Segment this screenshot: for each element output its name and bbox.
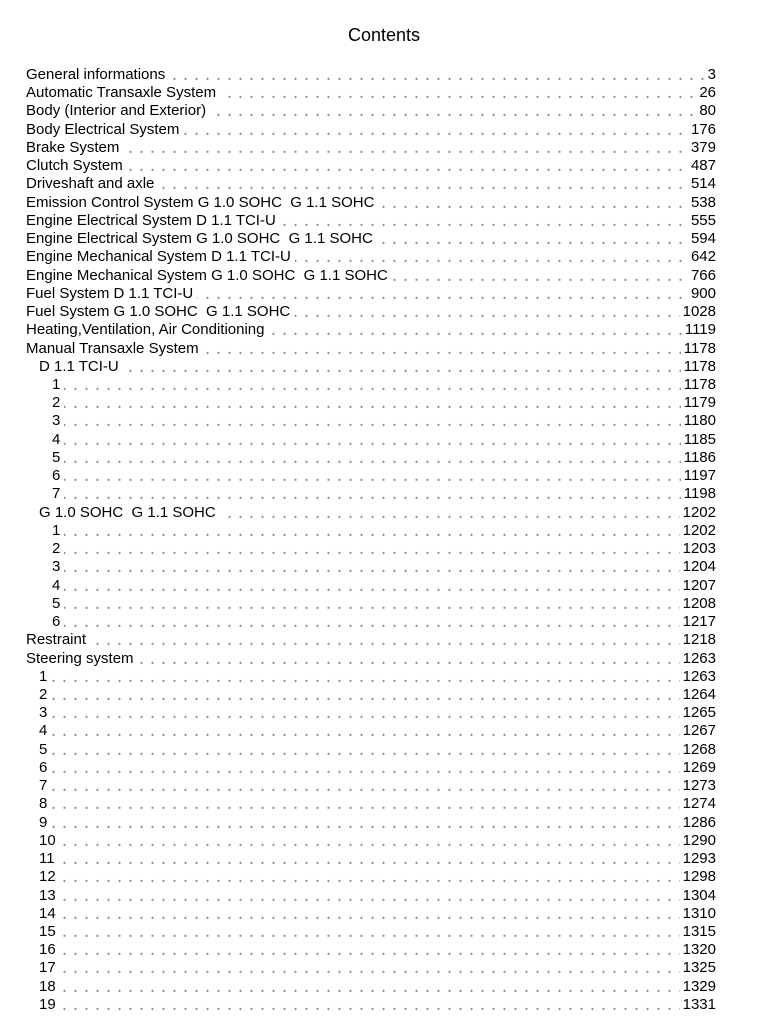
dot-leader <box>60 868 680 886</box>
toc-entry-page-number: 1178 <box>681 340 716 358</box>
toc-subentry <box>26 759 716 777</box>
toc-subentry <box>26 449 716 467</box>
toc-entry-title: General informations <box>26 66 169 84</box>
toc-entry-page-number: 1218 <box>680 631 716 649</box>
toc-entry-page-number: 1028 <box>680 303 716 321</box>
toc-entry-page-number: 514 <box>688 175 716 193</box>
toc-entry-title: 2 <box>26 686 51 704</box>
toc-entry-page-number: 1267 <box>680 722 716 740</box>
toc-entry-page-number: 1197 <box>681 467 716 485</box>
toc-entry-title: Clutch System <box>26 157 127 175</box>
toc-entry-title: Engine Mechanical System G 1.0 SOHC G 1.1 SOHC <box>26 267 392 285</box>
dot-leader <box>220 84 696 102</box>
toc-entry-title: 6 <box>26 613 64 631</box>
toc-entry-page-number: 1320 <box>680 941 716 959</box>
toc-subentry <box>26 832 716 850</box>
dot-leader <box>64 558 679 576</box>
toc-subentry <box>26 905 716 923</box>
toc-entry-title: 18 <box>26 978 60 996</box>
dot-leader <box>377 230 688 248</box>
dot-leader <box>59 850 680 868</box>
dot-leader <box>60 941 680 959</box>
toc-entry-title: 8 <box>26 795 51 813</box>
toc-entry-page-number: 1179 <box>681 394 716 412</box>
toc-subentry <box>26 887 716 905</box>
toc-entry-page-number: 1185 <box>681 431 716 449</box>
toc-entry-page-number: 1263 <box>680 668 716 686</box>
toc-subentry <box>26 595 716 613</box>
toc-entry-page-number: 1186 <box>681 449 716 467</box>
toc-entry-title: 11 <box>26 850 59 868</box>
toc-entry <box>26 121 716 139</box>
dot-leader <box>280 212 688 230</box>
toc-subentry <box>26 485 716 503</box>
dot-leader <box>51 722 679 740</box>
toc-entry-title: 16 <box>26 941 60 959</box>
toc-entry-page-number: 642 <box>688 248 716 266</box>
toc-entry <box>26 212 716 230</box>
toc-subentry <box>26 577 716 595</box>
toc-subentry <box>26 777 716 795</box>
toc-entry-page-number: 900 <box>688 285 716 303</box>
toc-entry-title: 6 <box>26 759 51 777</box>
dot-leader <box>197 285 688 303</box>
toc-entry-page-number: 1265 <box>680 704 716 722</box>
dot-leader <box>51 668 679 686</box>
toc-entry-page-number: 80 <box>696 102 716 120</box>
dot-leader <box>158 175 688 193</box>
toc-entry-page-number: 1180 <box>681 412 716 430</box>
toc-entry-page-number: 766 <box>688 267 716 285</box>
toc-entry <box>26 175 716 193</box>
toc-entry-page-number: 1269 <box>680 759 716 777</box>
table-of-contents <box>26 66 716 1014</box>
toc-subentry <box>26 814 716 832</box>
toc-entry <box>26 285 716 303</box>
toc-entry-title: 14 <box>26 905 60 923</box>
toc-subentry <box>26 941 716 959</box>
dot-leader <box>203 340 681 358</box>
toc-entry-title: Emission Control System G 1.0 SOHC G 1.1 SOHC <box>26 194 378 212</box>
toc-entry-page-number: 1310 <box>680 905 716 923</box>
toc-subentry <box>26 613 716 631</box>
toc-entry-page-number: 3 <box>705 66 716 84</box>
dot-leader <box>60 959 680 977</box>
toc-subentry <box>26 540 716 558</box>
toc-entry-page-number: 379 <box>688 139 716 157</box>
toc-entry-title: 2 <box>26 540 64 558</box>
toc-entry-page-number: 1202 <box>680 522 716 540</box>
toc-entry <box>26 303 716 321</box>
dot-leader <box>51 795 679 813</box>
toc-entry-title: 5 <box>26 741 51 759</box>
toc-subentry <box>26 868 716 886</box>
dot-leader <box>64 522 679 540</box>
dot-leader <box>64 577 679 595</box>
dot-leader <box>127 157 688 175</box>
dot-leader <box>294 303 679 321</box>
toc-entry-title: Body (Interior and Exterior) <box>26 102 210 120</box>
dot-leader <box>64 412 680 430</box>
toc-entry-title: Engine Electrical System D 1.1 TCI-U <box>26 212 280 230</box>
toc-entry-title: 19 <box>26 996 60 1014</box>
toc-entry <box>26 66 716 84</box>
toc-entry-title: 15 <box>26 923 60 941</box>
toc-entry-page-number: 1178 <box>681 358 716 376</box>
dot-leader <box>64 595 679 613</box>
toc-entry-page-number: 1178 <box>681 376 716 394</box>
dot-leader <box>269 321 682 339</box>
dot-leader <box>51 777 679 795</box>
toc-entry-title: 3 <box>26 558 64 576</box>
toc-entry-page-number: 1207 <box>680 577 716 595</box>
toc-entry-title: 1 <box>26 376 64 394</box>
dot-leader <box>64 467 680 485</box>
toc-entry-title: 3 <box>26 704 51 722</box>
dot-leader <box>60 832 680 850</box>
toc-entry-title: 1 <box>26 668 51 686</box>
toc-entry-title: 3 <box>26 412 64 430</box>
dot-leader <box>64 394 680 412</box>
toc-entry-title: Automatic Transaxle System <box>26 84 220 102</box>
toc-entry-title: Fuel System D 1.1 TCI-U <box>26 285 197 303</box>
toc-entry-title: D 1.1 TCI-U <box>26 358 123 376</box>
toc-entry-title: 4 <box>26 722 51 740</box>
toc-entry-page-number: 1298 <box>680 868 716 886</box>
toc-entry <box>26 102 716 120</box>
toc-entry <box>26 230 716 248</box>
toc-subentry <box>26 850 716 868</box>
dot-leader <box>60 905 680 923</box>
toc-entry-page-number: 1198 <box>681 485 716 503</box>
toc-entry-page-number: 1119 <box>682 321 716 339</box>
toc-entry-title: Engine Electrical System G 1.0 SOHC G 1.1 SOHC <box>26 230 377 248</box>
toc-subentry <box>26 978 716 996</box>
dot-leader <box>90 631 680 649</box>
dot-leader <box>169 66 704 84</box>
toc-subentry <box>26 959 716 977</box>
toc-subentry <box>26 522 716 540</box>
toc-subentry <box>26 431 716 449</box>
dot-leader <box>210 102 696 120</box>
toc-entry-title: 7 <box>26 485 64 503</box>
toc-entry-page-number: 176 <box>688 121 716 139</box>
toc-entry-page-number: 594 <box>688 230 716 248</box>
dot-leader <box>220 504 680 522</box>
toc-entry-title: 6 <box>26 467 64 485</box>
dot-leader <box>183 121 688 139</box>
toc-entry <box>26 194 716 212</box>
dot-leader <box>64 485 680 503</box>
toc-entry-title: G 1.0 SOHC G 1.1 SOHC <box>26 504 220 522</box>
toc-entry-title: 9 <box>26 814 51 832</box>
dot-leader <box>123 358 681 376</box>
toc-subentry <box>26 795 716 813</box>
toc-entry <box>26 84 716 102</box>
toc-entry-page-number: 1202 <box>680 504 716 522</box>
toc-entry-title: 12 <box>26 868 60 886</box>
toc-entry-title: Driveshaft and axle <box>26 175 158 193</box>
toc-entry <box>26 139 716 157</box>
toc-entry-title: 5 <box>26 595 64 613</box>
dot-leader <box>51 686 679 704</box>
toc-entry-page-number: 1315 <box>680 923 716 941</box>
toc-entry-title: Heating,Ventilation, Air Conditioning <box>26 321 269 339</box>
toc-entry-page-number: 1273 <box>680 777 716 795</box>
toc-entry <box>26 157 716 175</box>
toc-subentry <box>26 394 716 412</box>
toc-entry-title: Brake System <box>26 139 123 157</box>
toc-subentry <box>26 686 716 704</box>
toc-entry-page-number: 26 <box>696 84 716 102</box>
toc-subentry <box>26 722 716 740</box>
dot-leader <box>378 194 688 212</box>
dot-leader <box>64 431 680 449</box>
toc-subentry <box>26 923 716 941</box>
toc-entry-page-number: 487 <box>688 157 716 175</box>
dot-leader <box>51 741 679 759</box>
dot-leader <box>51 759 679 777</box>
toc-entry <box>26 340 716 358</box>
toc-entry-page-number: 555 <box>688 212 716 230</box>
toc-entry-title: Body Electrical System <box>26 121 183 139</box>
toc-entry-page-number: 538 <box>688 194 716 212</box>
toc-entry-page-number: 1293 <box>680 850 716 868</box>
toc-entry-page-number: 1331 <box>680 996 716 1014</box>
dot-leader <box>51 704 679 722</box>
toc-entry-title: 7 <box>26 777 51 795</box>
dot-leader <box>64 449 680 467</box>
toc-entry-title: Restraint <box>26 631 90 649</box>
dot-leader <box>295 248 688 266</box>
toc-entry <box>26 248 716 266</box>
toc-entry-page-number: 1203 <box>680 540 716 558</box>
toc-entry-page-number: 1217 <box>680 613 716 631</box>
toc-entry <box>26 650 716 668</box>
toc-subentry <box>26 741 716 759</box>
toc-subentry <box>26 504 716 522</box>
toc-entry-title: Engine Mechanical System D 1.1 TCI-U <box>26 248 295 266</box>
dot-leader <box>60 887 680 905</box>
toc-subentry <box>26 358 716 376</box>
dot-leader <box>392 267 688 285</box>
toc-entry-page-number: 1264 <box>680 686 716 704</box>
toc-entry-page-number: 1274 <box>680 795 716 813</box>
toc-subentry <box>26 376 716 394</box>
toc-subentry <box>26 412 716 430</box>
toc-entry-page-number: 1329 <box>680 978 716 996</box>
toc-entry-title: Fuel System G 1.0 SOHC G 1.1 SOHC <box>26 303 294 321</box>
page-title: Contents <box>347 25 421 45</box>
dot-leader <box>60 996 680 1014</box>
toc-entry-title: 2 <box>26 394 64 412</box>
toc-subentry <box>26 704 716 722</box>
dot-leader <box>64 376 680 394</box>
toc-entry-page-number: 1204 <box>680 558 716 576</box>
toc-entry-title: 1 <box>26 522 64 540</box>
toc-entry-page-number: 1286 <box>680 814 716 832</box>
toc-entry <box>26 321 716 339</box>
dot-leader <box>60 923 680 941</box>
toc-entry-title: 5 <box>26 449 64 467</box>
toc-entry-title: 10 <box>26 832 60 850</box>
toc-subentry <box>26 467 716 485</box>
toc-entry-title: Manual Transaxle System <box>26 340 203 358</box>
toc-subentry <box>26 558 716 576</box>
toc-subentry <box>26 996 716 1014</box>
toc-entry <box>26 267 716 285</box>
toc-entry <box>26 631 716 649</box>
toc-entry-page-number: 1263 <box>680 650 716 668</box>
toc-entry-page-number: 1208 <box>680 595 716 613</box>
toc-entry-title: 13 <box>26 887 60 905</box>
toc-entry-page-number: 1325 <box>680 959 716 977</box>
dot-leader <box>64 540 679 558</box>
toc-subentry <box>26 668 716 686</box>
toc-entry-page-number: 1290 <box>680 832 716 850</box>
dot-leader <box>123 139 688 157</box>
toc-entry-title: Steering system <box>26 650 138 668</box>
dot-leader <box>64 613 679 631</box>
toc-entry-title: 4 <box>26 431 64 449</box>
toc-entry-page-number: 1268 <box>680 741 716 759</box>
toc-entry-page-number: 1304 <box>680 887 716 905</box>
toc-entry-title: 17 <box>26 959 60 977</box>
toc-entry-title: 4 <box>26 577 64 595</box>
dot-leader <box>60 978 680 996</box>
dot-leader <box>51 814 679 832</box>
dot-leader <box>138 650 680 668</box>
